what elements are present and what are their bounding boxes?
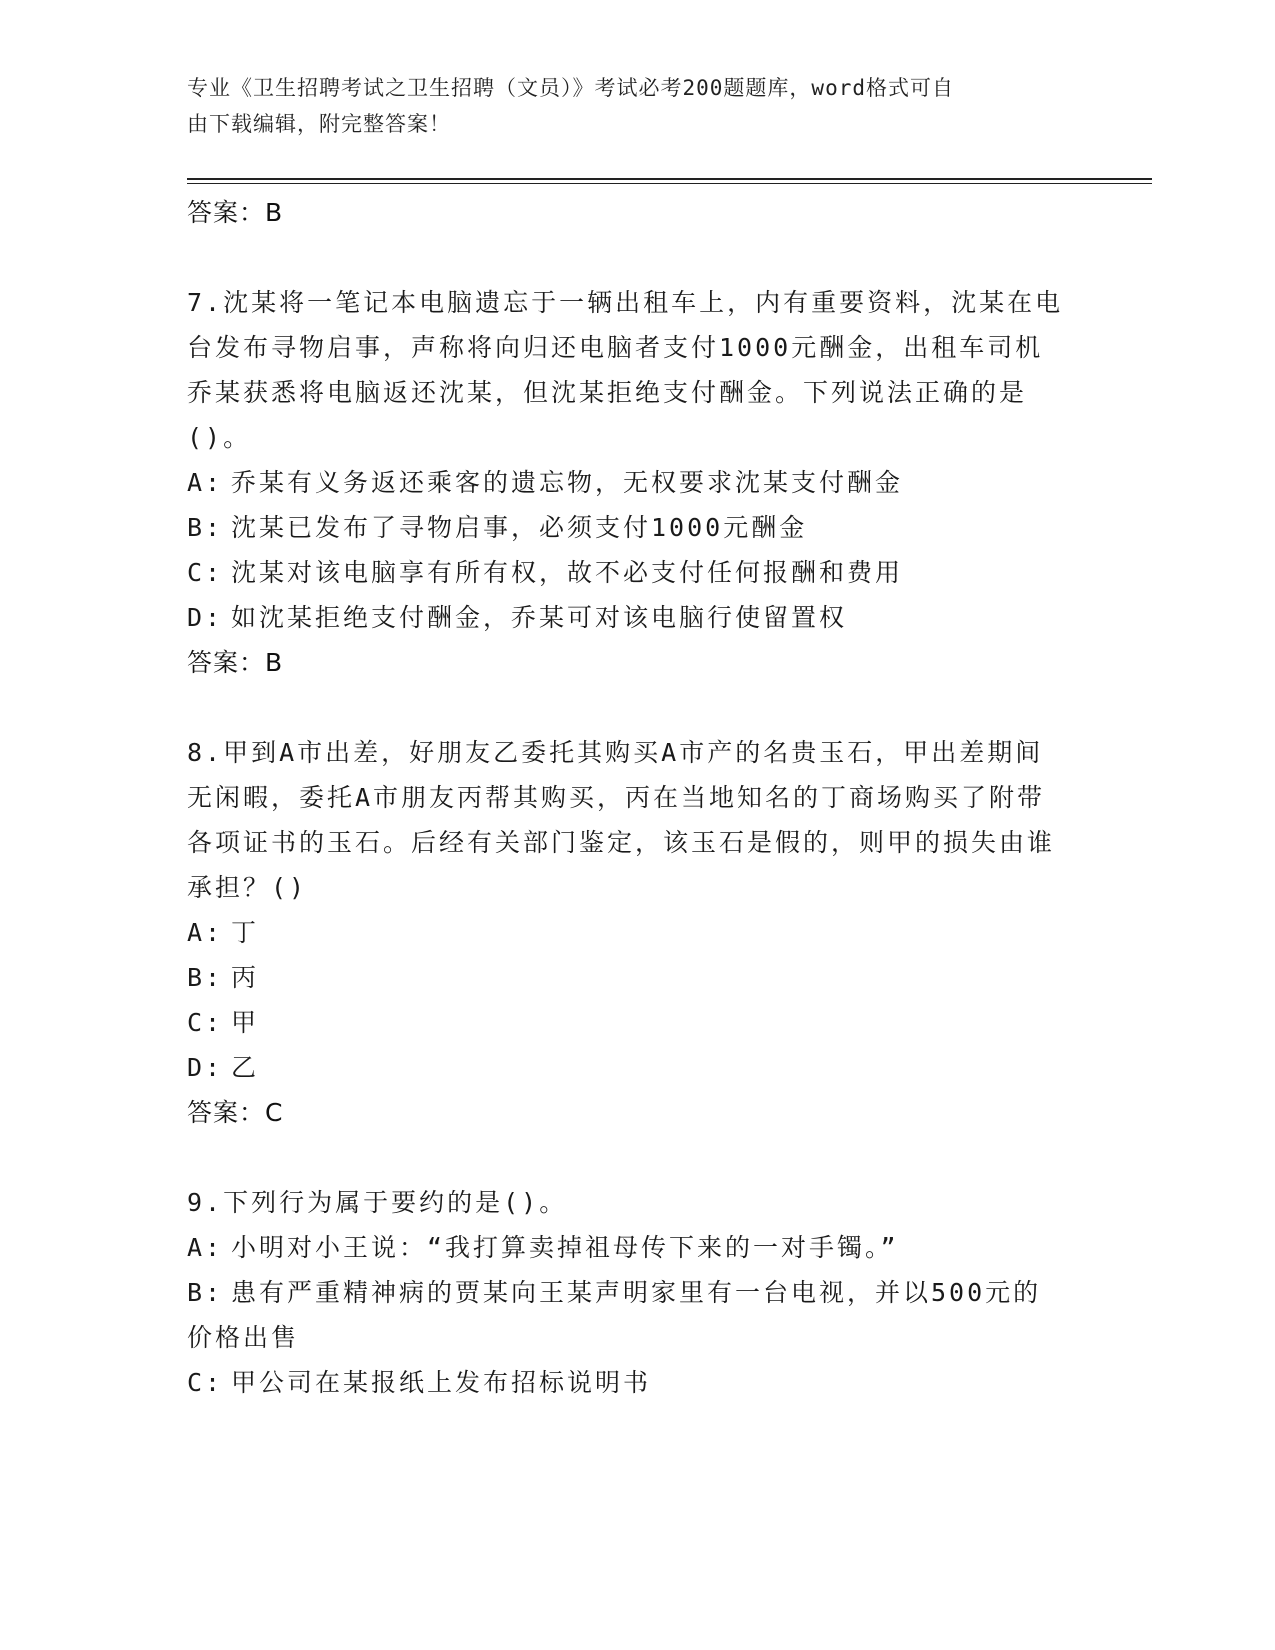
question-text: 9.下列行为属于要约的是()。	[187, 1188, 568, 1217]
question-block-9	[187, 1180, 1067, 1405]
previous-answer: 答案：B	[187, 198, 284, 227]
option-text: 如沈某拒绝支付酬金，乔某可对该电脑行使留置权	[231, 603, 848, 632]
option-a	[187, 1225, 1067, 1270]
option-a	[187, 910, 1067, 955]
option-letter: C:	[187, 1368, 224, 1397]
option-text: 患有严重精神病的贾某向王某声明家里有一台电视，并以500元的价格出售	[187, 1278, 1042, 1352]
header-divider-thick	[187, 178, 1152, 180]
option-d	[187, 595, 1067, 640]
question-text: 7.沈某将一笔记本电脑遗忘于一辆出租车上，内有重要资料，沈某在电台发布寻物启事，声称将向归还电脑者支付1000元酬金，出租车司机乔某获悉将电脑返还沈某，但沈某拒绝支付酬金。下列说法正确的是()。	[187, 288, 1064, 452]
question-text: 8.甲到A市出差，好朋友乙委托其购买A市产的名贵玉石，甲出差期间无闲暇，委托A市朋友丙帮其购买，丙在当地知名的丁商场购买了附带各项证书的玉石。后经有关部门鉴定，该玉石是假的，则甲的损失由谁承担？()	[187, 738, 1056, 902]
answer-line: 答案：B	[187, 648, 284, 677]
option-c	[187, 1000, 1067, 1045]
option-letter: B:	[187, 1278, 224, 1307]
option-b	[187, 1270, 1067, 1360]
option-c	[187, 550, 1067, 595]
option-text: 乔某有义务返还乘客的遗忘物，无权要求沈某支付酬金	[231, 468, 904, 497]
option-text: 丁	[231, 918, 260, 947]
question-block-8	[187, 730, 1067, 1135]
spacer	[187, 235, 1067, 280]
option-b	[187, 955, 1067, 1000]
document-body	[187, 190, 1067, 1405]
option-text: 甲	[231, 1008, 260, 1037]
option-text: 丙	[231, 963, 260, 992]
option-letter: A:	[187, 1233, 224, 1262]
header-line-1: 专业《卫生招聘考试之卫生招聘（文员）》考试必考200题题库，word格式可自	[187, 76, 954, 100]
option-letter: C:	[187, 1008, 224, 1037]
option-text: 乙	[231, 1053, 260, 1082]
option-text: 甲公司在某报纸上发布招标说明书	[231, 1368, 652, 1397]
option-letter: A:	[187, 918, 224, 947]
option-letter: A:	[187, 468, 224, 497]
answer-line: 答案：C	[187, 1098, 284, 1127]
option-letter: D:	[187, 603, 224, 632]
option-a	[187, 460, 1067, 505]
spacer	[187, 1135, 1067, 1180]
question-block-7	[187, 280, 1067, 685]
spacer	[187, 685, 1067, 730]
option-letter: B:	[187, 963, 224, 992]
option-letter: B:	[187, 513, 224, 542]
header-line-2: 由下载编辑，附完整答案！	[187, 112, 451, 136]
option-b	[187, 505, 1067, 550]
option-letter: D:	[187, 1053, 224, 1082]
header-divider-thin	[187, 183, 1152, 184]
document-header	[187, 70, 1067, 142]
option-text: 小明对小王说：“我打算卖掉祖母传下来的一对手镯。”	[231, 1233, 899, 1262]
option-c	[187, 1360, 1067, 1405]
option-d	[187, 1045, 1067, 1090]
option-letter: C:	[187, 558, 224, 587]
option-text: 沈某已发布了寻物启事，必须支付1000元酬金	[231, 513, 808, 542]
option-text: 沈某对该电脑享有所有权，故不必支付任何报酬和费用	[231, 558, 904, 587]
